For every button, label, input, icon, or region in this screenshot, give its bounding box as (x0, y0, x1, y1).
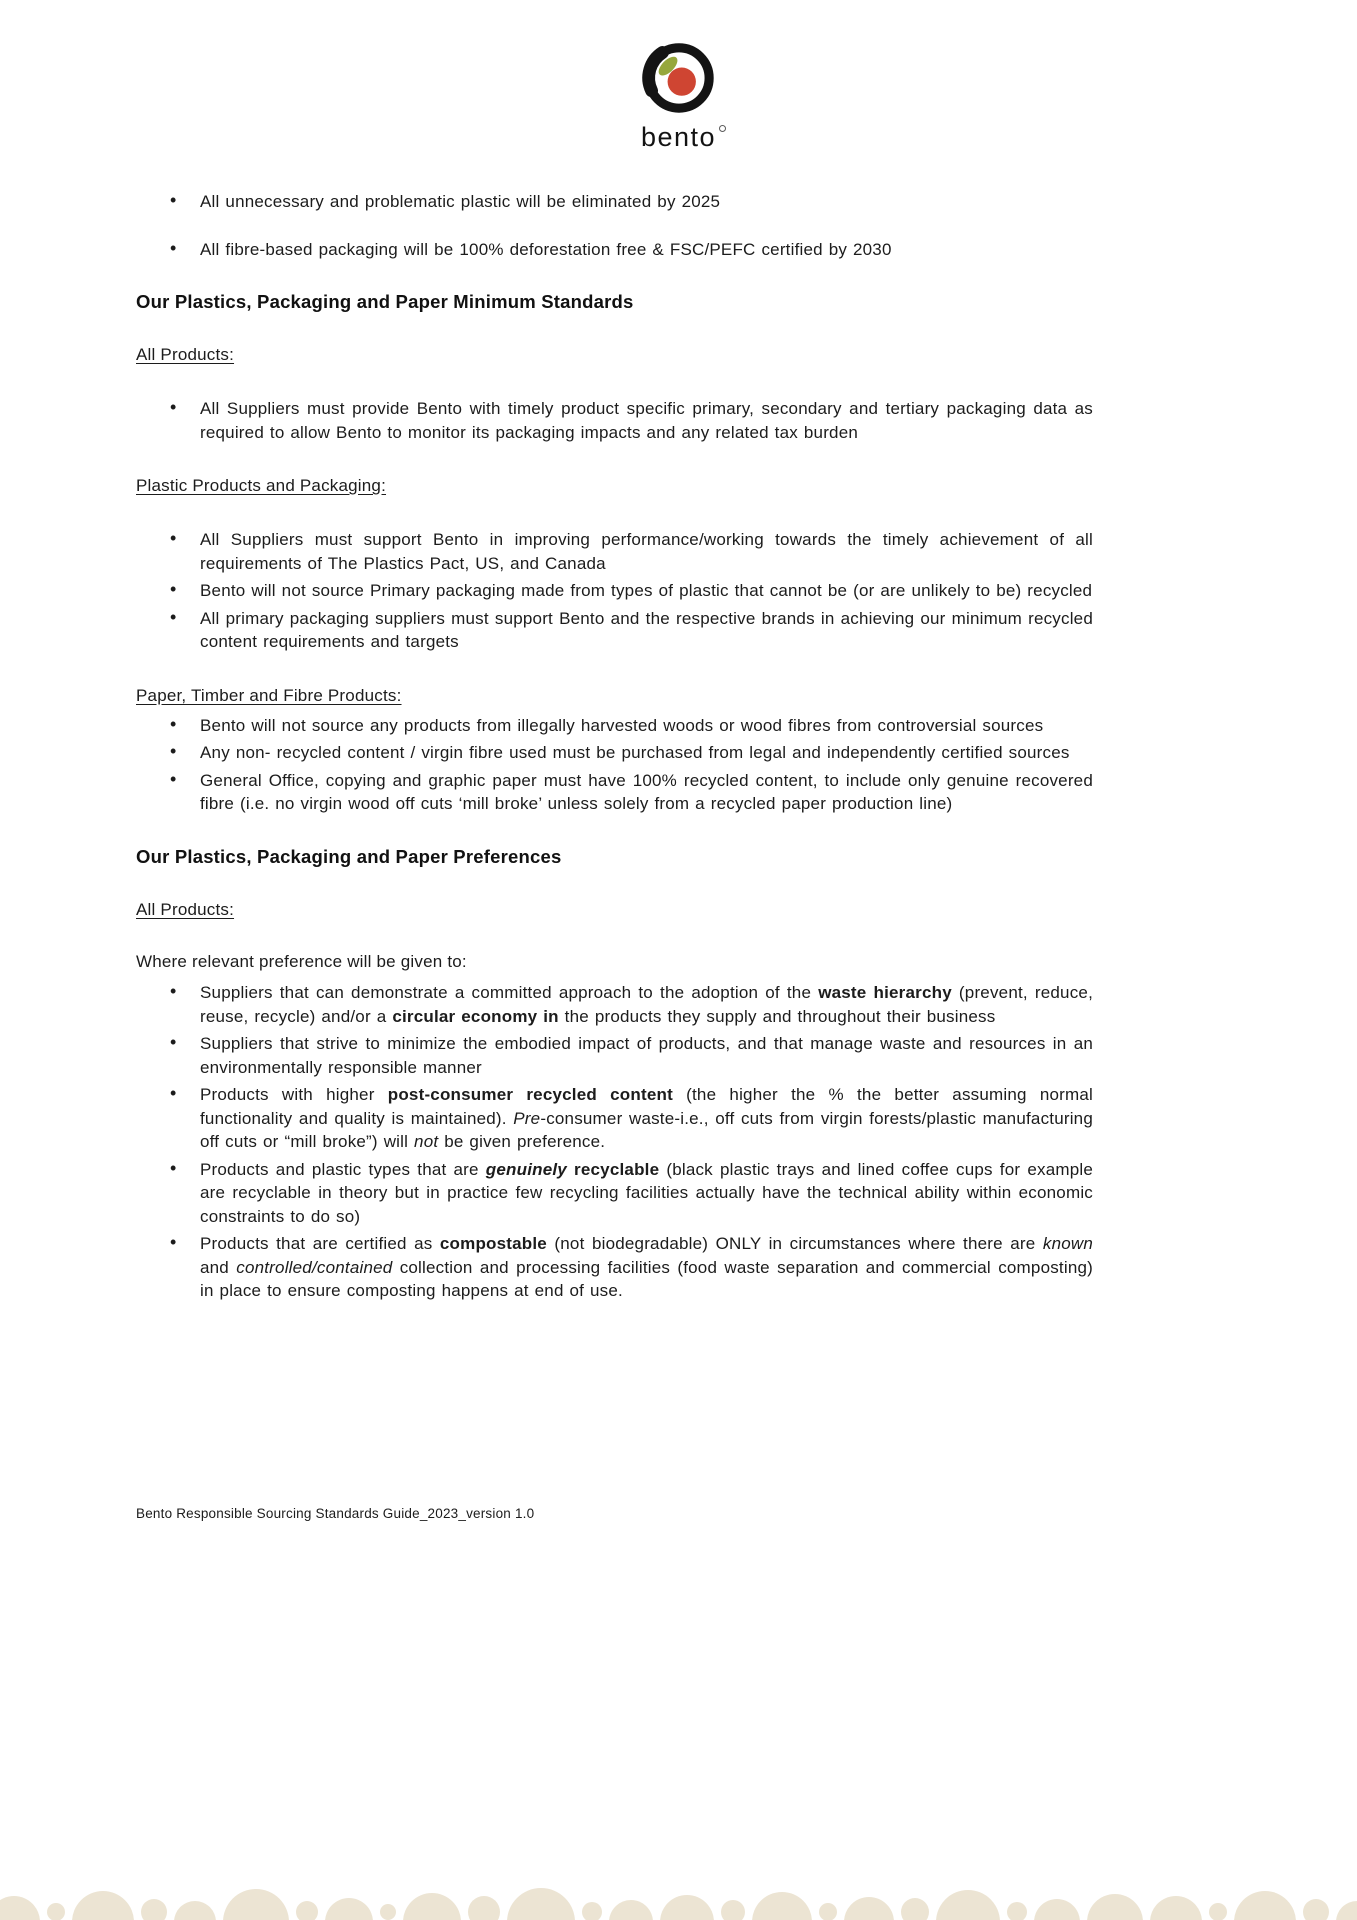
bullet-item (136, 607, 1093, 654)
bullet-item (136, 579, 1093, 603)
brand-line (641, 122, 716, 153)
text-segment: (the higher the % the better assuming normal functionality and quality is maintained). (200, 1085, 1094, 1128)
text-segment: be given preference. (438, 1132, 606, 1151)
text-segment: General Office, copying and graphic paper must have 100% recycled content, to include only genuine recovered fibre (i.e. no virgin wood off cuts ‘mill broke’ unless solely from a recycled paper production line) (200, 770, 1093, 813)
paragraph: Where relevant preference will be given to: (136, 951, 467, 971)
section-heading: Our Plastics, Packaging and Paper Preferences (136, 845, 562, 867)
footer-text: Bento Responsible Sourcing Standards Guide_2023_version 1.0 (136, 1506, 535, 1521)
bullet-item (136, 1083, 1093, 1154)
bullet-item (136, 769, 1093, 816)
bullet-item (136, 397, 1093, 444)
dot-pattern-icon (0, 1868, 1357, 1920)
text-segment: (not biodegradable) ONLY in circumstances where there are (546, 1234, 1043, 1253)
bullet-list (136, 981, 1093, 1303)
text-segment: Suppliers that can demonstrate a committed approach to the adoption of the (200, 983, 819, 1002)
bullet-item (136, 741, 1093, 765)
bullet-list (136, 528, 1093, 654)
bullet-item (136, 528, 1093, 575)
bottom-dot-border (0, 1868, 1357, 1920)
text-segment: controlled/contained (236, 1257, 393, 1277)
brand-name: bento (640, 122, 717, 152)
text-segment: genuinely (485, 1159, 567, 1179)
sub-section-heading: All Products: (136, 899, 235, 919)
bullet-item (136, 1232, 1093, 1303)
bullet-item (136, 190, 1093, 214)
bullet-item (136, 1032, 1093, 1079)
text-segment: the products they supply and throughout their business (558, 1006, 996, 1026)
text-segment: All Suppliers must provide Bento with timely product specific primary, secondary and tertiary packaging data as required to allow Bento to monitor its packaging impacts and any related tax burden (200, 399, 1093, 442)
logo (0, 0, 1357, 153)
sub-section-heading: All Products: (136, 345, 235, 364)
text-segment: not (414, 1132, 439, 1151)
text-segment: known (1042, 1234, 1094, 1253)
text-segment: -consumer waste-i.e., off cuts from virgin forests/plastic manufacturing off cuts or “mill broke”) will (200, 1108, 1093, 1151)
bullet-list (136, 397, 1093, 444)
text-segment: and (200, 1257, 237, 1277)
text-segment: (prevent, reduce, reuse, recycle) and/or a (200, 983, 1093, 1026)
document-content (136, 158, 1093, 1303)
text-segment: Pre (513, 1108, 541, 1128)
text-segment: All Suppliers must support Bento in improving performance/working towards the timely achievement of all requirements of The Plastics Pact, US, and Canada (200, 530, 1093, 573)
text-segment: Bento will not source any products from illegally harvested woods or wood fibres from controversial sources (200, 715, 1044, 735)
trademark-mark-icon (719, 125, 726, 132)
sub-section-heading: Plastic Products and Packaging: (136, 476, 387, 495)
bullet-item (136, 981, 1093, 1028)
text-segment: All unnecessary and problematic plastic will be eliminated by 2025 (200, 192, 721, 211)
bullet-item (136, 714, 1093, 738)
text-segment: circular economy in (392, 1006, 559, 1026)
bullet-list (136, 190, 1093, 261)
text-segment: Products that are certified as (200, 1234, 440, 1253)
bullet-item (136, 1158, 1093, 1229)
text-segment: post-consumer recycled content (387, 1085, 673, 1104)
text-segment: compostable (439, 1234, 547, 1253)
bullet-item (136, 238, 1093, 262)
text-segment: All primary packaging suppliers must support Bento and the respective brands in achieving our minimum recycled content requirements and targets (200, 608, 1093, 651)
bento-swirl-logo-icon (633, 36, 725, 120)
text-segment: collection and processing facilities (food waste separation and commercial composting) in place to ensure composting happens at end of use. (200, 1257, 1093, 1300)
text-segment: Products and plastic types that are (200, 1159, 486, 1179)
section-heading: Our Plastics, Packaging and Paper Minimum Standards (136, 291, 634, 312)
text-segment: waste hierarchy (818, 983, 952, 1002)
bullet-list (136, 714, 1093, 816)
text-segment: (black plastic trays and lined coffee cups for example are recyclable in theory but in practice few recycling facilities actually have the technical ability within economic constraints to do so) (200, 1159, 1093, 1226)
text-segment: recyclable (566, 1159, 660, 1179)
red-blob (667, 68, 695, 96)
text-segment: All fibre-based packaging will be 100% deforestation free & FSC/PEFC certified by 2030 (200, 239, 892, 259)
text-segment: Suppliers that strive to minimize the embodied impact of products, and that manage waste and resources in an environmentally responsible manner (200, 1034, 1093, 1077)
text-segment: Bento will not source Primary packaging made from types of plastic that cannot be (or are unlikely to be) recycled (200, 581, 1093, 600)
text-segment: Any non- recycled content / virgin fibre used must be purchased from legal and independently certified sources (200, 743, 1070, 762)
sub-section-heading: Paper, Timber and Fibre Products: (136, 685, 402, 705)
text-segment: Products with higher (200, 1085, 388, 1104)
